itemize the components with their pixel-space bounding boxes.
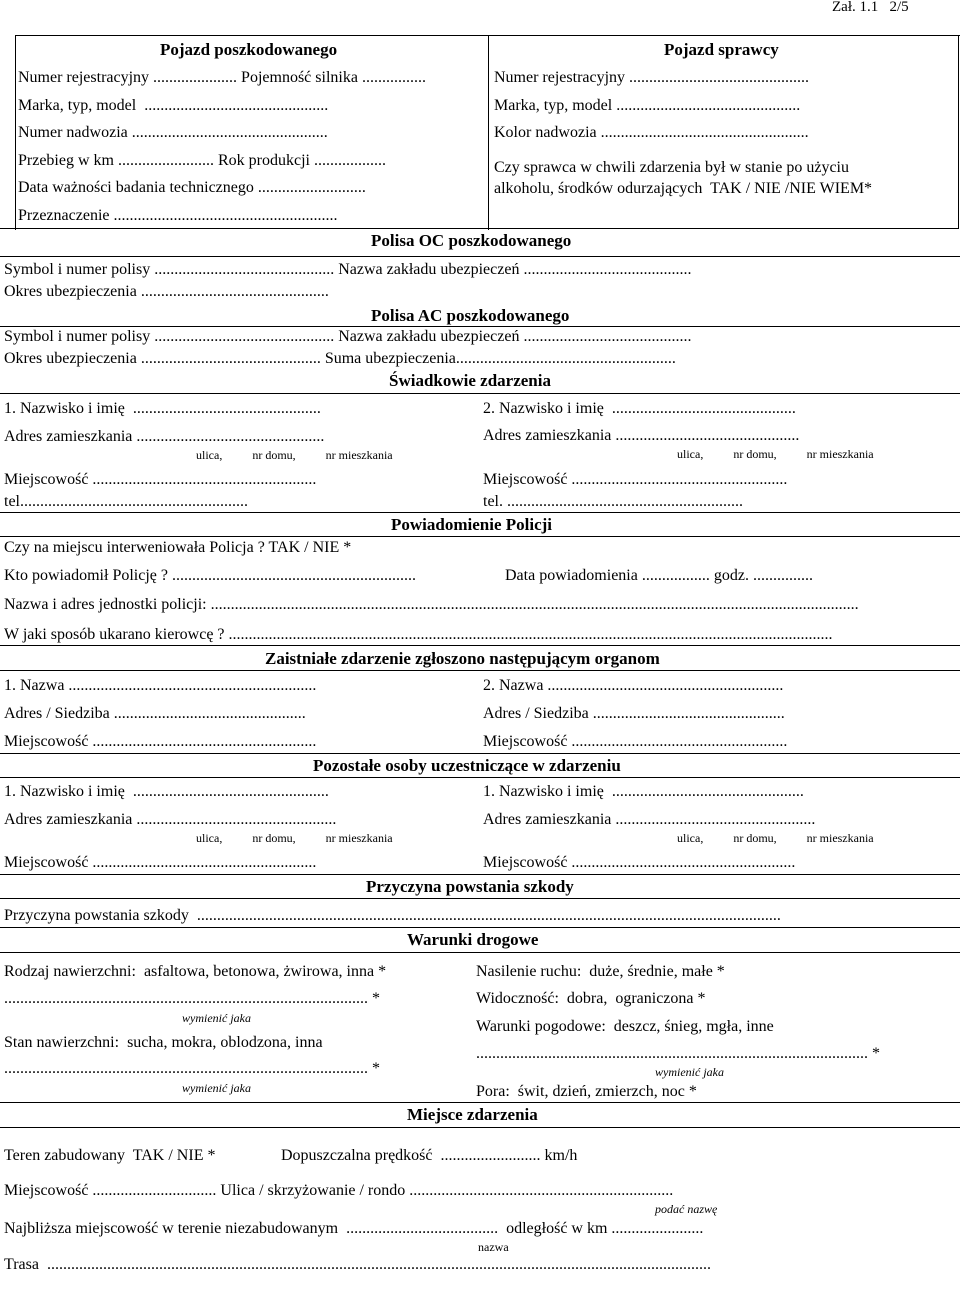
perpetrator-reg-field[interactable]: Numer rejestracyjny ............................................. <box>494 69 810 86</box>
police-divider <box>0 536 960 537</box>
authorities-title: Zaistniałe zdarzenie zgłoszono następującym organom <box>265 649 660 668</box>
other2-name-field[interactable]: 1. Nazwisko i imię ................................................ <box>483 783 804 800</box>
place-divider <box>0 1127 960 1128</box>
nearest-town-field[interactable]: Najbliższa miejscowość w terenie niezabudowanym ...................................... odległość w km ....................... <box>4 1220 704 1237</box>
other2-city-field[interactable]: Miejscowość ........................................................ <box>483 854 796 871</box>
perpetrator-vehicle-title: Pojazd sprawcy <box>664 40 779 59</box>
witness1-address-field[interactable]: Adres zamieszkania ............................................... <box>4 428 325 445</box>
weather-field[interactable]: Warunki pogodowe: deszcz, śnieg, mgła, inne <box>476 1018 774 1035</box>
right-box-bottom-border <box>488 228 959 229</box>
surface-state-field[interactable]: Stan nawierzchni: sucha, mokra, oblodzona, inna <box>4 1034 323 1051</box>
authority2-city-field[interactable]: Miejscowość ...................................................... <box>483 733 788 750</box>
other2-address-hint: ulica, nr domu, nr mieszkania <box>677 831 874 845</box>
ac-divider <box>0 326 960 327</box>
cause-title: Przyczyna powstania szkody <box>366 877 574 896</box>
other1-address-hint: ulica, nr domu, nr mieszkania <box>196 831 393 845</box>
oc-period-field[interactable]: Okres ubezpieczenia ............................................... <box>4 283 329 300</box>
others-divider-top <box>0 753 960 754</box>
cause-divider-top <box>0 874 960 875</box>
police-intervened-field[interactable]: Czy na miejscu interweniowała Policja ? TAK / NIE * <box>4 539 352 556</box>
other1-name-field[interactable]: 1. Nazwisko i imię ................................................. <box>4 783 329 800</box>
traffic-field[interactable]: Nasilenie ruchu: duże, średnie, małe * <box>476 963 725 980</box>
other2-address-field[interactable]: Adres zamieszkania .................................................. <box>483 811 816 828</box>
weather-other-field[interactable]: .................................................................................................. * <box>476 1045 880 1062</box>
victim-inspection-field[interactable]: Data ważności badania technicznego ........................... <box>18 179 366 196</box>
weather-hint: wymienić jaka <box>655 1065 724 1079</box>
authority2-address-field[interactable]: Adres / Siedziba ................................................ <box>483 705 785 722</box>
time-of-day-field[interactable]: Pora: świt, dzień, zmierzch, noc * <box>476 1083 697 1100</box>
surface-type-hint: wymienić jaka <box>182 1011 251 1025</box>
police-unit-field[interactable]: Nazwa i adres jednostki policji: .................................................................................................................................................................. <box>4 596 859 613</box>
surface-type-field[interactable]: Rodzaj nawierzchni: asfaltowa, betonowa, żwirowa, inna * <box>4 963 387 980</box>
street-name-hint: podać nazwę <box>655 1202 718 1216</box>
police-notified-by-field[interactable]: Kto powiadomił Policję ? ............................................................. <box>4 567 416 584</box>
other-participants-title: Pozostałe osoby uczestniczące w zdarzeniu <box>313 756 621 775</box>
witness1-phone-field[interactable]: tel......................................................... <box>4 493 248 510</box>
witnesses-divider <box>0 393 960 394</box>
place-divider-top <box>0 1102 960 1103</box>
surface-type-other-field[interactable]: ........................................................................................... * <box>4 990 380 1007</box>
witness1-name-field[interactable]: 1. Nazwisko i imię ............................................... <box>4 400 321 417</box>
police-penalty-field[interactable]: W jaki sposób ukarano kierowcę ? ....................................................................................................................................................... <box>4 626 833 643</box>
place-title: Miejsce zdarzenia <box>407 1105 538 1124</box>
others-divider <box>0 777 960 778</box>
road-conditions-title: Warunki drogowe <box>407 930 539 949</box>
police-divider-top <box>0 512 960 513</box>
witness2-address-hint: ulica, nr domu, nr mieszkania <box>677 447 874 461</box>
page-reference: Zał. 1.1 2/5 <box>832 0 909 15</box>
other1-address-field[interactable]: Adres zamieszkania .................................................. <box>4 811 337 828</box>
nearest-town-hint: nazwa <box>478 1240 509 1254</box>
victim-purpose-field[interactable]: Przeznaczenie ........................................................ <box>18 207 338 224</box>
city-street-field[interactable]: Miejscowość ............................... Ulica / skrzyżowanie / rondo .................................................................. <box>4 1182 674 1199</box>
witness2-city-field[interactable]: Miejscowość ...................................................... <box>483 471 788 488</box>
surface-state-other-field[interactable]: ........................................................................................... * <box>4 1060 380 1077</box>
victim-make-model-field[interactable]: Marka, typ, model .............................................. <box>18 97 329 114</box>
witnesses-title: Świadkowie zdarzenia <box>389 371 551 390</box>
victim-reg-capacity-field[interactable]: Numer rejestracyjny ..................... Pojemność silnika ................ <box>18 69 426 86</box>
left-box-bottom-border <box>0 228 488 229</box>
ac-policy-title: Polisa AC poszkodowanego <box>371 306 570 325</box>
oc-policy-field[interactable]: Symbol i numer polisy ............................................. Nazwa zakładu ubezpieczeń .......................................... <box>4 261 692 278</box>
witness2-name-field[interactable]: 2. Nazwisko i imię .............................................. <box>483 400 796 417</box>
speed-limit-field[interactable]: Dopuszczalna prędkość ......................... km/h <box>281 1147 578 1164</box>
surface-state-hint: wymienić jaka <box>182 1081 251 1095</box>
boxes-divider <box>488 35 489 230</box>
oc-divider <box>0 256 960 257</box>
right-box-right-border <box>958 35 959 228</box>
route-field[interactable]: Trasa ...................................................................................................................................................................... <box>4 1256 711 1273</box>
victim-vin-field[interactable]: Numer nadwozia ................................................. <box>18 124 328 141</box>
authorities-divider <box>0 670 960 671</box>
other1-city-field[interactable]: Miejscowość ........................................................ <box>4 854 317 871</box>
witness2-address-field[interactable]: Adres zamieszkania .............................................. <box>483 427 800 444</box>
ac-period-sum-field[interactable]: Okres ubezpieczenia ............................................. Suma ubezpieczenia....................................................... <box>4 350 676 367</box>
cause-field[interactable]: Przyczyna powstania szkody .................................................................................................................................................. <box>4 907 781 924</box>
perpetrator-color-field[interactable]: Kolor nadwozia .................................................... <box>494 124 809 141</box>
ac-policy-field[interactable]: Symbol i numer polisy ............................................. Nazwa zakładu ubezpieczeń .......................................... <box>4 328 692 345</box>
witness1-address-hint: ulica, nr domu, nr mieszkania <box>196 448 393 462</box>
oc-policy-title: Polisa OC poszkodowanego <box>371 231 572 250</box>
authority1-city-field[interactable]: Miejscowość ........................................................ <box>4 733 317 750</box>
sobriety-question-line1: Czy sprawca w chwili zdarzenia był w stanie po użyciu <box>494 159 849 176</box>
witness2-phone-field[interactable]: tel. ........................................................... <box>483 493 743 510</box>
victim-vehicle-title: Pojazd poszkodowanego <box>160 40 338 59</box>
left-box-left-border <box>15 35 16 230</box>
built-up-area-field[interactable]: Teren zabudowany TAK / NIE * <box>4 1147 216 1164</box>
police-title: Powiadomienie Policji <box>391 515 553 534</box>
victim-mileage-year-field[interactable]: Przebieg w km ........................ Rok produkcji .................. <box>18 152 386 169</box>
authority1-name-field[interactable]: 1. Nazwa .............................................................. <box>4 677 317 694</box>
authority1-address-field[interactable]: Adres / Siedziba ................................................ <box>4 705 306 722</box>
police-notified-date-field[interactable]: Data powiadomienia ................. godz. ............... <box>505 567 813 584</box>
road-divider <box>0 952 960 953</box>
authority2-name-field[interactable]: 2. Nazwa ........................................................... <box>483 677 784 694</box>
cause-divider <box>0 898 960 899</box>
authorities-divider-top <box>0 645 960 646</box>
perpetrator-make-model-field[interactable]: Marka, typ, model .............................................. <box>494 97 801 114</box>
witness1-city-field[interactable]: Miejscowość ........................................................ <box>4 471 317 488</box>
sobriety-question-line2[interactable]: alkoholu, środków odurzających TAK / NIE /NIE WIEM* <box>494 180 873 197</box>
visibility-field[interactable]: Widoczność: dobra, ograniczona * <box>476 990 706 1007</box>
road-divider-top <box>0 927 960 928</box>
